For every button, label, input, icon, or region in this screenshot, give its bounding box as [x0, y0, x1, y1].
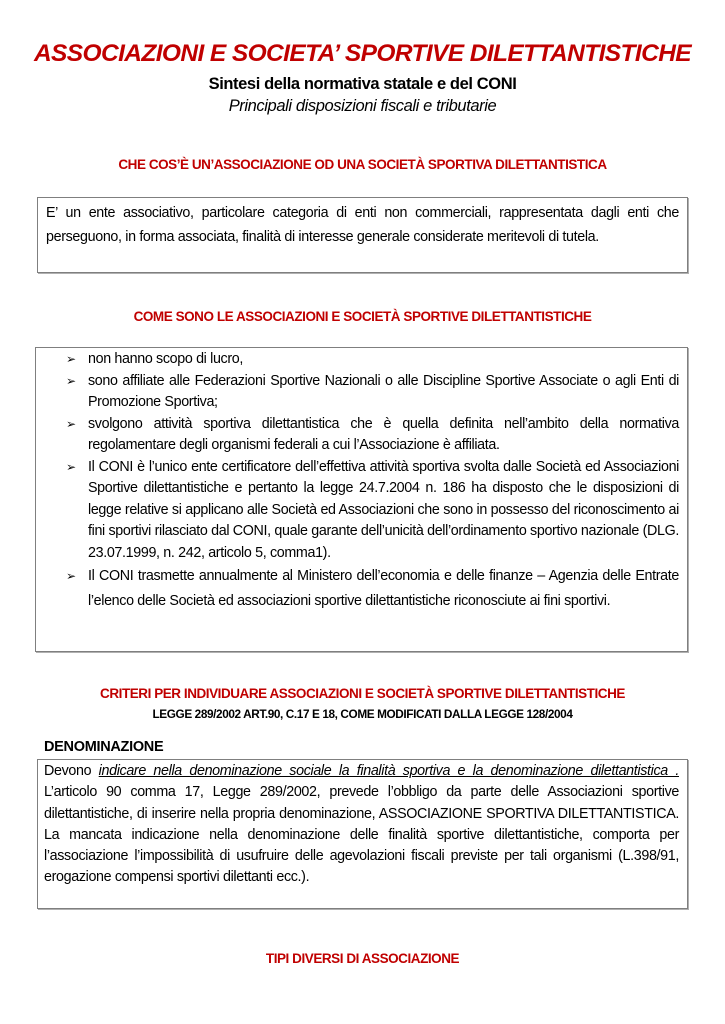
arrowhead-bullet-icon: ➢ [66, 459, 76, 474]
denominazione-text-emphasis: indicare nella denominazione sociale la finalità sportiva e la denominazione dilettantistica . [98, 763, 679, 779]
denominazione-box [37, 759, 688, 909]
list-item-text: sono affiliate alle Federazioni Sportive Nazionali o alle Discipline Sportive Associate o agli Enti di Promozione Sportiva; [88, 372, 679, 410]
section-heading-what-is: CHE COS’È UN’ASSOCIAZIONE OD UNA SOCIETÀ SPORTIVA DILETTANTISTICA [118, 157, 607, 172]
arrowhead-bullet-icon: ➢ [66, 352, 76, 366]
denominazione-text [44, 761, 679, 889]
list-item [36, 564, 679, 613]
characteristics-list [36, 349, 679, 613]
section-subheading-law: LEGGE 289/2002 ART.90, C.17 E 18, COME MODIFICATI DALLA LEGGE 128/2004 [152, 707, 573, 721]
section-heading-characteristics: COME SONO LE ASSOCIAZIONI E SOCIETÀ SPORTIVE DILETTANTISTICHE [133, 309, 592, 324]
denominazione-text-rest: L’articolo 90 comma 17, Legge 289/2002, prevede l’obbligo da parte delle Associazioni sportive dilettantistiche, di inserire nella propria denominazione, ASSOCIAZIONE SPORTIVA DILETTANTISTICA. La mancata indicazione nella denominazione delle finalità sportive dilettantistiche, comporta per l’associazione l’impossibilità di usufruire delle agevolazioni fiscali previste per tali organismi (L.398/91, erogazione compensi sportivi dilettanti ecc.). [44, 784, 679, 886]
arrowhead-bullet-icon: ➢ [66, 569, 76, 583]
definition-text: E’ un ente associativo, particolare categoria di enti non commerciali, rappresentata dagli enti che perseguono, in forma associata, finalità di interesse generale considerate meritevoli di tutela. [46, 205, 679, 245]
denominazione-text-start: Devono [44, 763, 99, 779]
definition-box [37, 197, 688, 273]
list-item [36, 349, 679, 371]
document-title: ASSOCIAZIONI E SOCIETA’ SPORTIVE DILETTANTISTICHE [33, 40, 692, 67]
list-item-text: non hanno scopo di lucro, [88, 351, 243, 367]
list-item-text: Il CONI è l’unico ente certificatore dell’effettiva attività sportiva svolta dalle Società ed Associazioni Sportive dilettantistiche e pertanto la legge 24.7.2004 n. 186 ha disposto che le disposizioni di legge relative si applicano alle Società ed Associazioni che sono in possesso del riconoscimento ai fini sportivi rilasciato dal CONI, quale garante dell’unicità dell’ordinamento sportivo nazionale (DLG. 23.07.1999, n. 242, articolo 5, comma1). [88, 458, 679, 561]
list-item [36, 457, 679, 565]
arrowhead-bullet-icon: ➢ [66, 373, 76, 388]
section-heading-types: TIPI DIVERSI DI ASSOCIAZIONE [265, 951, 460, 966]
document-subtitle: Sintesi della normativa statale e del CONI [208, 75, 517, 93]
denominazione-heading: DENOMINAZIONE [44, 739, 164, 755]
characteristics-box [35, 347, 688, 652]
section-heading-criteria: CRITERI PER INDIVIDUARE ASSOCIAZIONI E SOCIETÀ SPORTIVE DILETTANTISTICHE [100, 686, 625, 701]
list-item-text: Il CONI trasmette annualmente al Ministero dell’economia e delle finanze – Agenzia delle Entrate l’elenco delle Società ed associazioni sportive dilettantistiche riconosciute ai fini sportivi. [88, 568, 679, 609]
document-subtitle-italic: Principali disposizioni fiscali e tributarie [228, 97, 497, 115]
list-item [36, 414, 679, 457]
list-item-text: svolgono attività sportiva dilettantistica che è quella definita nell’ambito della normativa regolamentare degli organismi federali a cui l’Associazione è affiliata. [88, 415, 679, 453]
list-item [36, 371, 679, 414]
arrowhead-bullet-icon: ➢ [66, 416, 76, 431]
